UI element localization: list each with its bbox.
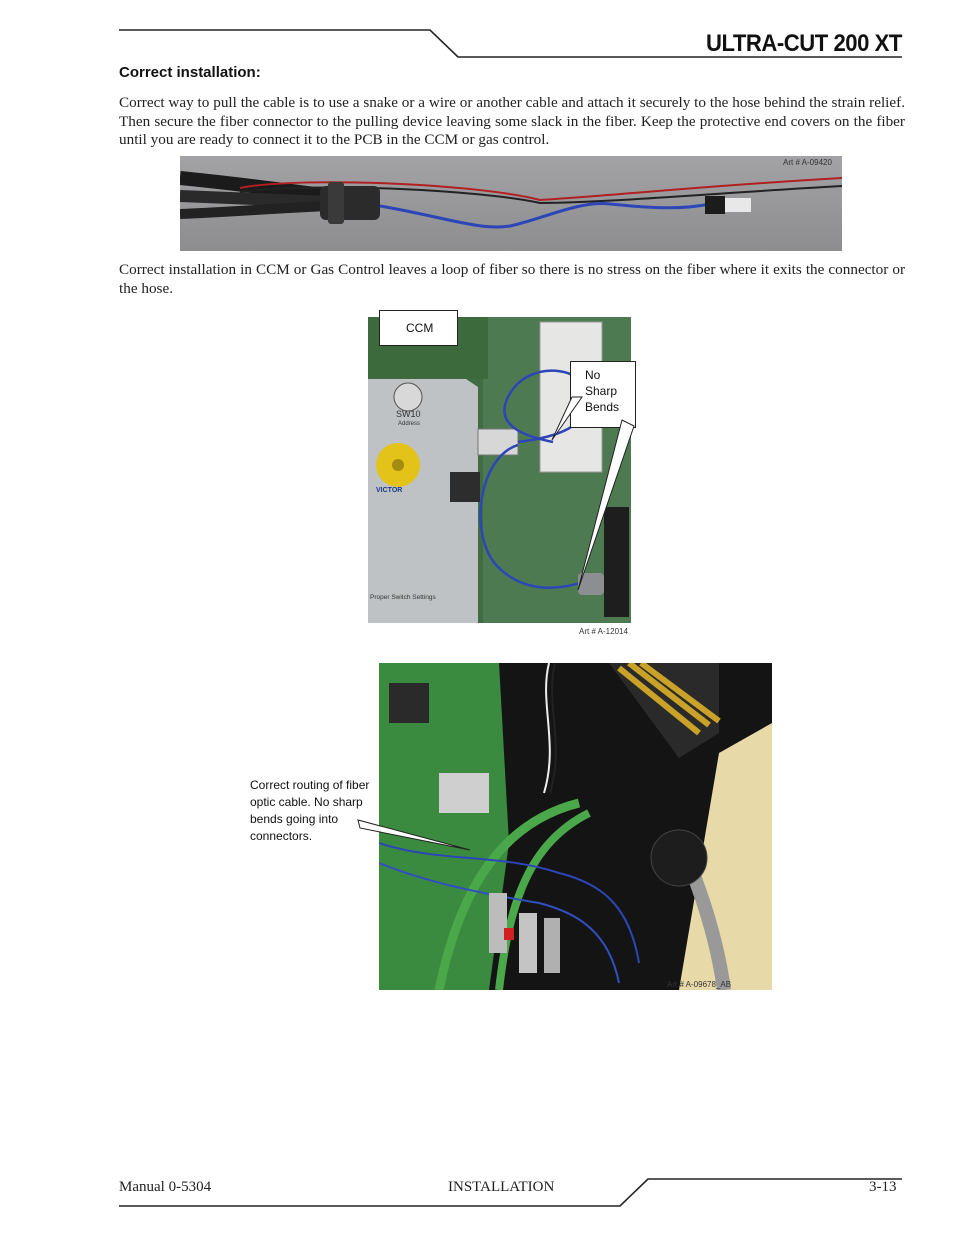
victor-logo: VICTOR bbox=[376, 487, 403, 494]
paragraph-cable-pulling: Correct way to pull the cable is to use a snake or a wire or another cable and attach it securely to the hose behind the strain relief. Then secure the fiber connector to the pulling device leaving some slack in the fiber. Keep the protective end covers on the fiber until you are ready to connect it to the PCB in the CCM or gas control. bbox=[119, 94, 905, 148]
callout-line-3: Bends bbox=[585, 400, 620, 414]
no-sharp-bends-callout bbox=[570, 361, 636, 428]
gas-control-photo bbox=[379, 663, 772, 990]
caption-line-1: Correct routing of fiber bbox=[250, 778, 370, 792]
pcb-sw10-label: SW10 bbox=[396, 409, 421, 419]
routing-caption bbox=[250, 777, 369, 845]
manual-number: Manual 0-5304 bbox=[119, 1179, 212, 1195]
ccm-callout-text: CCM bbox=[406, 321, 434, 335]
caption-line-3: bends going into bbox=[250, 812, 339, 826]
art-number-2: Art # A-12014 bbox=[579, 627, 628, 636]
section-heading: Correct installation: bbox=[119, 64, 261, 81]
caption-line-4: connectors. bbox=[250, 829, 313, 843]
art-number-3: Art # A-09678_AB bbox=[667, 980, 732, 989]
paragraph-ccm-loop: Correct installation in CCM or Gas Control leaves a loop of fiber so there is no stress on the fiber where it exits the connector or the hose. bbox=[119, 261, 905, 297]
footer-section: INSTALLATION bbox=[448, 1179, 555, 1195]
pcb-address-label: Address bbox=[398, 421, 421, 427]
caption-line-2: optic cable. No sharp bbox=[250, 795, 363, 809]
ccm-callout bbox=[379, 310, 458, 346]
cable-photo bbox=[180, 156, 842, 251]
callout-line-1: No bbox=[585, 368, 601, 382]
art-number-1: Art # A-09420 bbox=[783, 158, 832, 167]
document-title: ULTRA-CUT 200 XT bbox=[706, 30, 902, 57]
gas-control-illustration bbox=[379, 663, 772, 990]
pcb-switch-settings-label: Proper Switch Settings bbox=[370, 594, 436, 601]
callout-line-2: Sharp bbox=[585, 384, 618, 398]
page-number: 3-13 bbox=[869, 1179, 897, 1195]
cable-illustration bbox=[180, 156, 842, 251]
